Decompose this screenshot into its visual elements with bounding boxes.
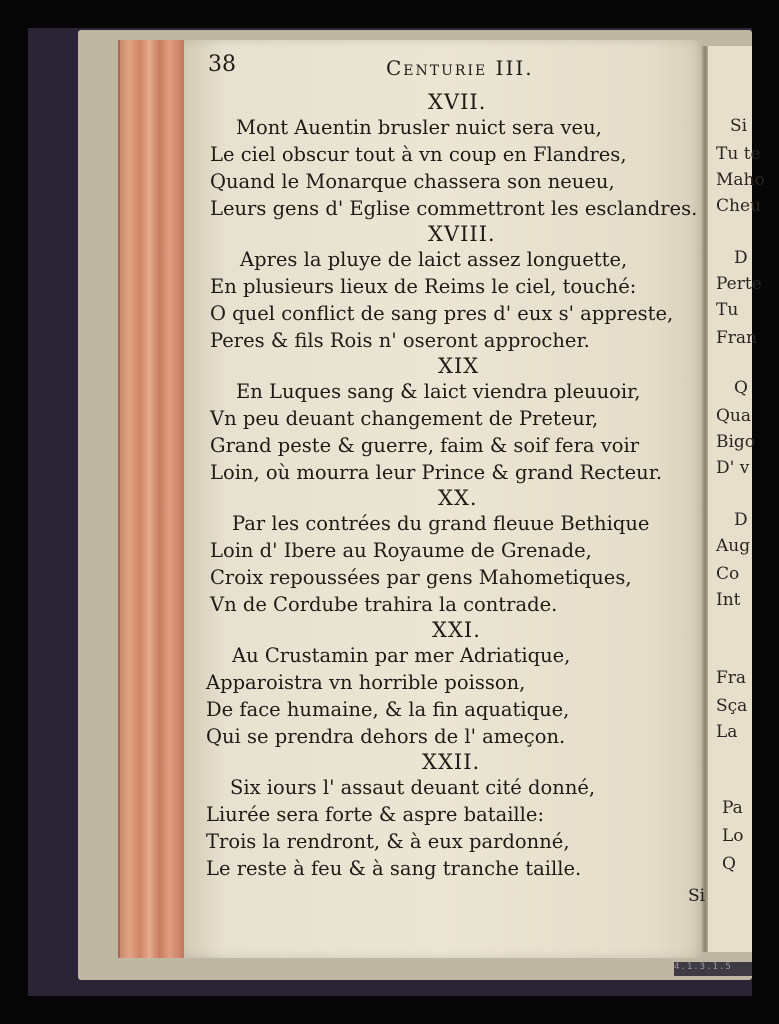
verse-line: En plusieurs lieux de Reims le ciel, touché: <box>210 275 637 298</box>
verse-line: Qui se prendra dehors de l' ameçon. <box>206 725 566 748</box>
adjacent-fragment: Si <box>688 886 706 906</box>
quatrain-numeral: XVII. <box>428 90 487 114</box>
adjacent-fragment: Perte <box>716 274 762 294</box>
verse-line: Trois la rendront, & à eux pardonné, <box>206 830 570 853</box>
adjacent-fragment: Bigo <box>716 432 756 452</box>
adjacent-fragment: Lo <box>722 826 744 846</box>
verse-line: Croix repoussées par gens Mahometiques, <box>210 566 632 589</box>
verse-line: Loin, où mourra leur Prince & grand Recteur. <box>210 461 663 484</box>
verse-line: O quel conflict de sang pres d' eux s' appreste, <box>210 302 674 325</box>
quatrain-numeral: XXII. <box>422 750 481 774</box>
verse-line: Par les contrées du grand fleuue Bethique <box>232 512 650 535</box>
adjacent-fragment: Q <box>722 854 736 874</box>
adjacent-fragment: Pa <box>722 798 743 818</box>
running-head: Centurie III. <box>386 56 534 80</box>
adjacent-fragment: Qua <box>716 406 752 426</box>
adjacent-fragment: La <box>716 722 738 742</box>
adjacent-fragment: Fran <box>716 328 758 348</box>
adjacent-fragment: Tu <box>716 300 739 320</box>
bottom-strip-text: 4.1.3.1.5 <box>674 962 732 972</box>
verse-line: De face humaine, & la fin aquatique, <box>206 698 570 721</box>
verse-line: Le reste à feu & à sang tranche taille. <box>206 857 582 880</box>
verse-line: Six iours l' assaut deuant cité donné, <box>230 776 596 799</box>
quatrain-numeral: XVIII. <box>428 222 496 246</box>
adjacent-fragment: Fra <box>716 668 747 688</box>
verse-line: Grand peste & guerre, faim & soif fera voir <box>210 434 640 457</box>
verse-line: Quand le Monarque chassera son neueu, <box>210 170 615 193</box>
adjacent-fragment: D' v <box>716 458 750 478</box>
bottom-strip <box>674 962 752 976</box>
verse-line: Vn de Cordube trahira la contrade. <box>210 593 558 616</box>
adjacent-fragment: Cheu <box>716 196 761 216</box>
verse-line: Mont Auentin brusler nuict sera veu, <box>236 116 602 139</box>
adjacent-page <box>708 46 765 952</box>
adjacent-fragment: Co <box>716 564 740 584</box>
verse-line: Liurée sera forte & aspre bataille: <box>206 803 545 826</box>
verse-line: Peres & fils Rois n' oseront approcher. <box>210 329 590 352</box>
verse-line: En Luques sang & laict viendra pleuuoir, <box>236 380 641 403</box>
adjacent-fragment: Q <box>734 378 748 398</box>
adjacent-fragment: Maho <box>716 170 765 190</box>
verse-line: Loin d' Ibere au Royaume de Grenade, <box>210 539 592 562</box>
verse-line: Apres la pluye de laict assez longuette, <box>240 248 628 271</box>
verse-line: Le ciel obscur tout à vn coup en Flandres, <box>210 143 627 166</box>
adjacent-fragment: Tu te <box>716 144 761 164</box>
quatrain-numeral: XIX <box>438 354 480 378</box>
adjacent-fragment: Sça <box>716 696 748 716</box>
verse-line: Au Crustamin par mer Adriatique, <box>232 644 571 667</box>
adjacent-fragment: D <box>734 510 748 530</box>
page-number: 38 <box>208 52 236 77</box>
adjacent-fragment: Int <box>716 590 741 610</box>
verse-line: Leurs gens d' Eglise commettront les esclandres. <box>210 197 698 220</box>
quatrain-numeral: XXI. <box>432 618 481 642</box>
adjacent-fragment: Si <box>730 116 748 136</box>
adjacent-fragment: D <box>734 248 748 268</box>
adjacent-fragment: Aug <box>716 536 751 556</box>
quatrain-numeral: XX. <box>438 486 478 510</box>
verse-line: Vn peu deuant changement de Preteur, <box>210 407 599 430</box>
verse-line: Apparoistra vn horrible poisson, <box>206 671 526 694</box>
page-edges <box>118 40 186 958</box>
